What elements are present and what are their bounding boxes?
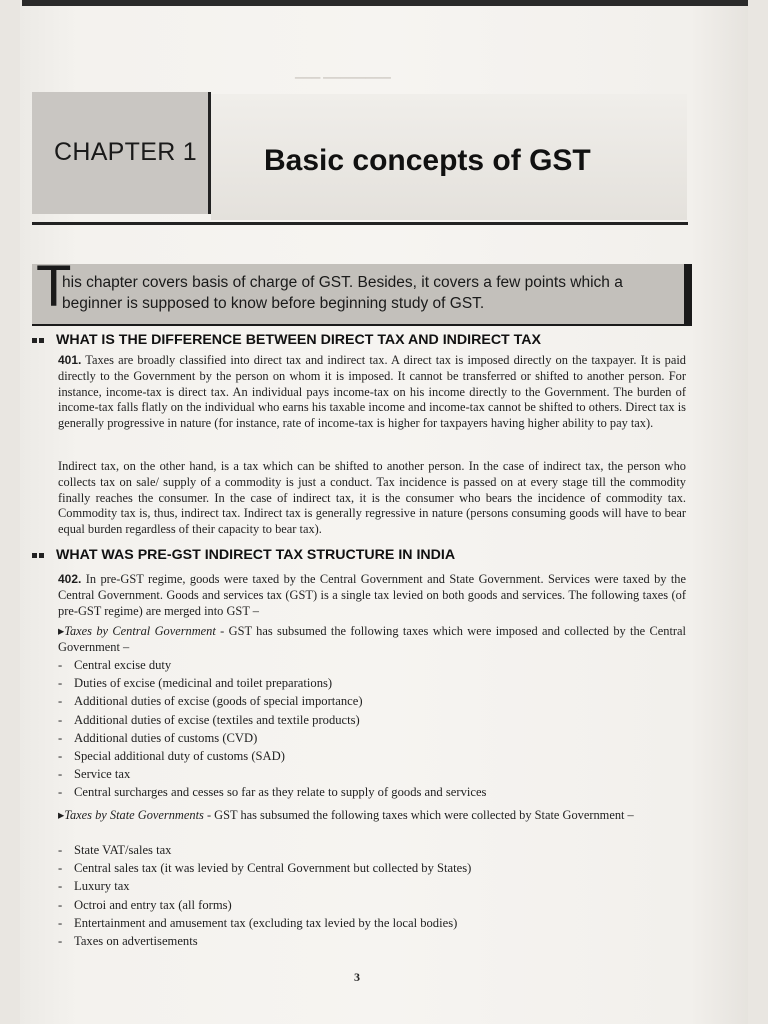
- page-number: 3: [354, 970, 360, 984]
- dash-bullet: -: [58, 861, 63, 876]
- triangle-bullet-icon: ▸: [58, 808, 65, 822]
- bleed-through-text: ▁▁▁ ▁▁▁▁▁▁▁▁: [295, 67, 391, 79]
- section-heading-pre-gst: [32, 547, 455, 563]
- dash-bullet: -: [58, 879, 63, 894]
- state-lead-text: - GST has subsumed the following taxes which were collected by State Government –: [203, 808, 634, 822]
- section-heading-text: WHAT IS THE DIFFERENCE BETWEEN DIRECT TAX AND INDIRECT TAX: [56, 332, 541, 348]
- list-item-text: Service tax: [74, 767, 131, 782]
- list-item: [58, 932, 471, 950]
- central-lead-text: - GST has subsumed the following taxes which were imposed and collected by the Central Government –: [58, 624, 686, 654]
- list-item-text: Central sales tax (it was levied by Central Government but collected by States): [74, 861, 472, 876]
- top-rule: [22, 0, 748, 6]
- list-item-text: Central surcharges and cesses so far as they relate to supply of goods and services: [74, 785, 487, 800]
- para-number: 401.: [58, 353, 82, 367]
- list-item: [58, 896, 471, 914]
- list-item: [58, 747, 486, 765]
- heading-bullet-icon: [39, 553, 44, 558]
- list-item: [58, 841, 471, 859]
- intro-text: his chapter covers basis of charge of GST. Besides, it covers a few points which a beginner is supposed to know before beginning study of GST.: [62, 274, 623, 312]
- state-lead-label: Taxes by State Governments: [64, 808, 204, 822]
- list-item: [58, 711, 486, 729]
- intro-box: [32, 254, 692, 326]
- title-rule: [32, 222, 688, 225]
- dash-bullet: -: [58, 933, 63, 948]
- para-text: In pre-GST regime, goods were taxed by the Central Government and State Government. Services were taxed by the Central Government. Goods and services tax (GST) is a single tax levied on both goods and services. The following taxes (of pre-GST regime) are merged into GST –: [58, 572, 686, 618]
- dash-bullet: -: [58, 748, 63, 763]
- list-item-text: Additional duties of excise (goods of special importance): [74, 694, 363, 709]
- list-item: [58, 765, 486, 783]
- dash-bullet: -: [58, 712, 63, 727]
- chapter-label: CHAPTER 1: [54, 138, 198, 166]
- dash-bullet: -: [58, 767, 63, 782]
- chapter-title: Basic concepts of GST: [264, 144, 591, 177]
- heading-bullet-icon: [39, 338, 44, 343]
- list-item: [58, 877, 471, 895]
- state-taxes-list: [58, 841, 471, 950]
- list-item: [58, 656, 486, 674]
- state-taxes-lead: [58, 808, 686, 824]
- list-item-text: Taxes on advertisements: [74, 933, 198, 948]
- paragraph-401: [58, 353, 686, 432]
- list-item-text: Duties of excise (medicinal and toilet preparations): [74, 676, 333, 691]
- document-page: [20, 0, 748, 1024]
- list-item-text: Additional duties of excise (textiles and textile products): [74, 712, 360, 727]
- list-item-text: Central excise duty: [74, 658, 172, 672]
- section-heading-direct-indirect: [32, 332, 541, 348]
- paragraph-indirect-tax: [58, 459, 686, 538]
- list-item-text: Additional duties of customs (CVD): [74, 730, 258, 745]
- para-number: 402.: [58, 572, 82, 586]
- heading-bullet-icon: [32, 553, 37, 558]
- list-item-text: State VAT/sales tax: [74, 843, 172, 857]
- central-taxes-list: [58, 656, 486, 802]
- dash-bullet: -: [58, 897, 63, 912]
- list-item: [58, 729, 486, 747]
- dash-bullet: -: [58, 730, 63, 745]
- list-item-text: Special additional duty of customs (SAD): [74, 748, 285, 763]
- paragraph-402: [58, 572, 686, 619]
- dash-bullet: -: [58, 676, 63, 691]
- section-heading-text: WHAT WAS PRE-GST INDIRECT TAX STRUCTURE IN INDIA: [56, 547, 456, 563]
- chapter-label-box: [32, 92, 211, 214]
- dash-bullet: -: [58, 915, 63, 930]
- list-item: [58, 914, 471, 932]
- list-item: [58, 674, 486, 692]
- list-item-text: Luxury tax: [74, 879, 130, 894]
- list-item: [58, 692, 486, 710]
- list-item-text: Octroi and entry tax (all forms): [74, 897, 232, 912]
- para-text: Indirect tax, on the other hand, is a tax which can be shifted to another person. In the case of indirect tax, the person who collects tax on sale/ supply of a commodity is just a conduct. Tax incidence is passed on at every stage till the commodity finally reaches the consumer. In the case of indirect tax, it is the consumer who bears the incidence of commodity tax. Commodity tax is, thus, indirect tax. Indirect tax is generally regressive in nature (persons consuming goods will have to bear equal burden regardless of their capacity to bear tax).: [58, 459, 686, 537]
- heading-bullet-icon: [32, 338, 37, 343]
- intro-drop-cap: T: [36, 254, 72, 319]
- list-item-text: Entertainment and amusement tax (excluding tax levied by the local bodies): [74, 915, 458, 930]
- list-item: [58, 859, 471, 877]
- central-taxes-lead: [58, 624, 686, 656]
- chapter-title-box: [211, 94, 687, 220]
- para-text: Taxes are broadly classified into direct tax and indirect tax. A direct tax is imposed directly on the taxpayer. It is paid directly to the Government by the person on whom it is imposed. It cannot be transferred or shifted to another person. For instance, income-tax is direct tax. An individual pays income-tax on his income directly to the Government. The burden of income-tax falls flatly on the individual who earns his taxable income and income-tax cannot be shifted to others. Direct tax is generally progressive in nature (for instance, rate of income-tax is higher for taxpayers having higher ability to pay tax).: [58, 353, 687, 431]
- dash-bullet: -: [58, 843, 63, 857]
- dash-bullet: -: [58, 658, 63, 672]
- list-item: [58, 783, 486, 801]
- central-lead-label: Taxes by Central Government: [64, 624, 216, 638]
- dash-bullet: -: [58, 785, 63, 800]
- dash-bullet: -: [58, 694, 63, 709]
- triangle-bullet-icon: ▸: [58, 624, 65, 638]
